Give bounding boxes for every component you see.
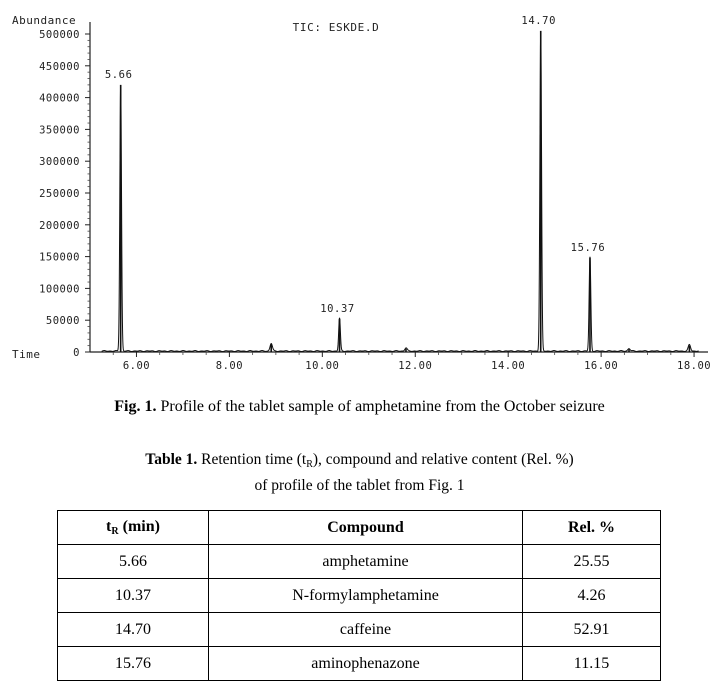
table-caption-line2: of profile of the tablet from Fig. 1 <box>254 477 465 494</box>
peak-label: 14.70 <box>521 14 557 27</box>
table-row <box>58 647 661 681</box>
y-tick-label: 200000 <box>39 219 80 232</box>
table-row <box>58 579 661 613</box>
cell-retention-time: 15.76 <box>58 647 209 681</box>
x-tick-label: 16.00 <box>584 360 619 372</box>
table-row <box>58 545 661 579</box>
cell-rel-percent: 11.15 <box>523 647 661 681</box>
table-header-row <box>58 511 661 545</box>
chart-title: TIC: ESKDE.D <box>292 21 380 34</box>
table-caption <box>0 449 719 496</box>
x-tick-label: 8.00 <box>215 360 244 372</box>
cell-compound: aminophenazone <box>209 647 523 681</box>
y-tick-label: 0 <box>73 347 80 359</box>
y-tick-label: 500000 <box>39 29 80 41</box>
table-caption-label: Table 1. <box>145 451 198 468</box>
figure-caption-text: Profile of the tablet sample of amphetamine from the October seizure <box>160 398 605 415</box>
y-tick-label: 350000 <box>39 124 80 137</box>
x-tick-label: 18.00 <box>677 360 712 372</box>
cell-retention-time: 10.37 <box>58 579 209 613</box>
peak-label: 5.66 <box>104 68 133 81</box>
y-axis-label: Abundance <box>12 14 77 27</box>
cell-rel-percent: 25.55 <box>523 545 661 579</box>
x-tick-label: 14.00 <box>491 360 526 372</box>
table-caption-line1 <box>0 449 719 475</box>
x-axis-label: Time <box>12 348 41 361</box>
table-caption-text-b: ), compound and relative content (Rel. %) <box>312 451 574 468</box>
x-tick-label: 12.00 <box>398 360 433 372</box>
cell-rel-percent: 4.26 <box>523 579 661 613</box>
header-compound: Compound <box>209 511 523 545</box>
y-tick-label: 50000 <box>45 315 80 328</box>
cell-retention-time: 5.66 <box>58 545 209 579</box>
y-tick-label: 300000 <box>39 156 80 169</box>
chromatogram-trace <box>102 32 699 352</box>
header-rel-percent: Rel. % <box>523 511 661 545</box>
cell-compound: caffeine <box>209 613 523 647</box>
peak-label: 15.76 <box>570 241 606 254</box>
peak-label: 10.37 <box>320 302 355 315</box>
table-caption-subscript: R <box>306 459 313 470</box>
y-tick-label: 100000 <box>39 283 80 296</box>
cell-compound: amphetamine <box>209 545 523 579</box>
figure-caption-label: Fig. 1. <box>114 398 157 415</box>
y-tick-label: 400000 <box>39 92 80 105</box>
y-tick-label: 450000 <box>39 60 80 73</box>
table-caption-text-a: Retention time (t <box>201 451 307 468</box>
table-row <box>58 613 661 647</box>
header-retention-time: $t_R$ (min) <box>58 511 209 545</box>
cell-compound: N-formylamphetamine <box>209 579 523 613</box>
y-tick-label: 250000 <box>39 188 80 200</box>
cell-retention-time: 14.70 <box>58 613 209 647</box>
x-tick-label: 10.00 <box>305 360 340 372</box>
figure-caption <box>0 398 719 416</box>
cell-rel-percent: 52.91 <box>523 613 661 647</box>
x-tick-label: 6.00 <box>122 360 151 372</box>
y-tick-label: 150000 <box>39 251 80 264</box>
results-table <box>57 510 661 681</box>
